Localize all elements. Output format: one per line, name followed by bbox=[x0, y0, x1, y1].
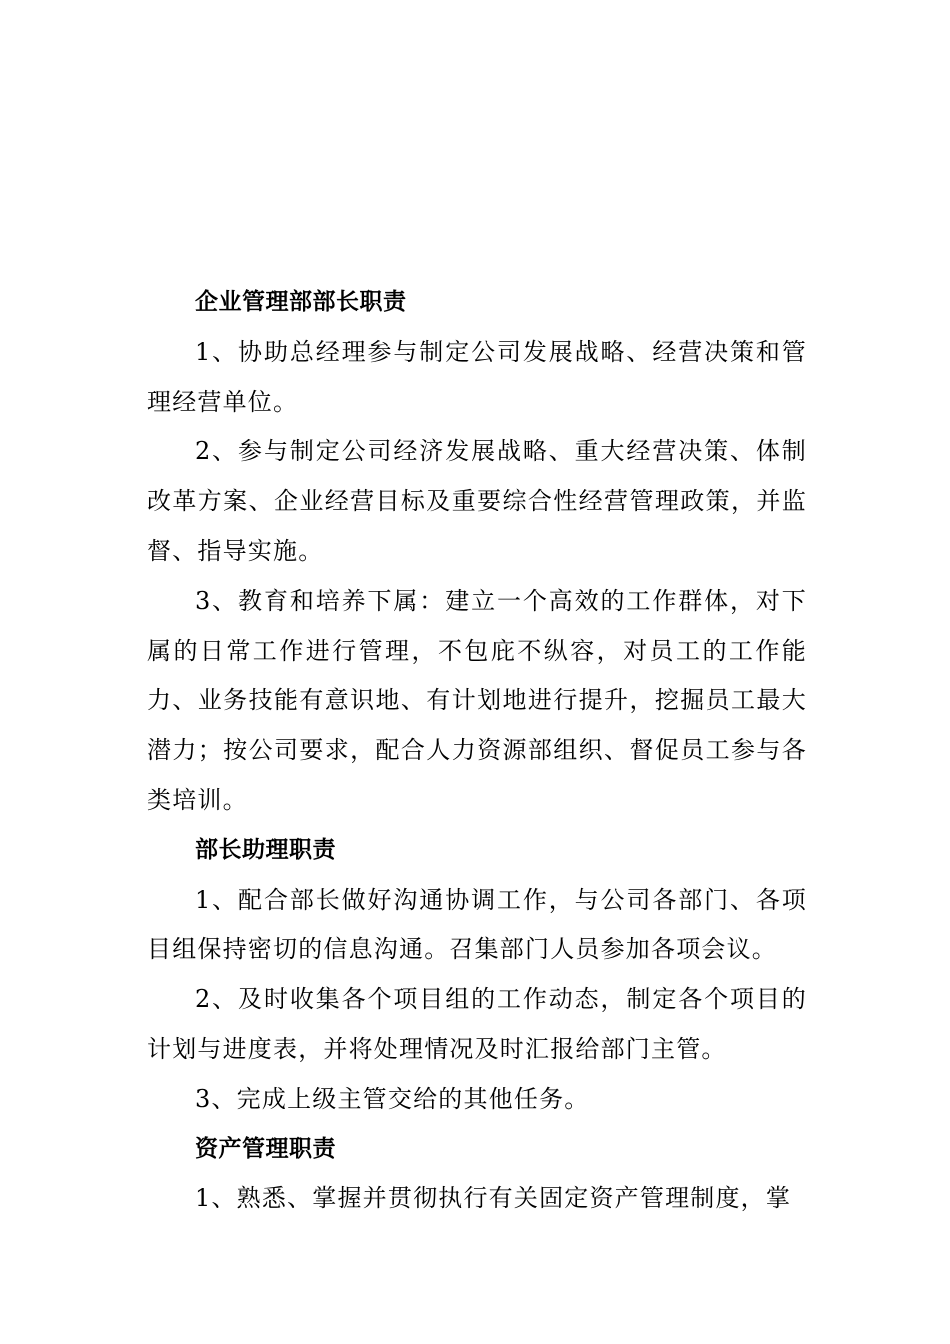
duty-paragraph: 3、完成上级主管交给的其他任务。 bbox=[195, 1084, 590, 1113]
section-heading: 部长助理职责 bbox=[195, 836, 336, 863]
section-heading: 企业管理部部长职责 bbox=[195, 289, 407, 315]
duty-paragraph: 1、熟悉、掌握并贯彻执行有关固定资产管理制度，掌 bbox=[195, 1184, 792, 1213]
duty-paragraph: 2、参与制定公司经济发展战略、重大经营决策、体制改革方案、企业经营目标及重要综合性经营管理政策，并监督、指导实施。 bbox=[147, 437, 807, 565]
duty-paragraph: 1、协助总经理参与制定公司发展战略、经营决策和管理经营单位。 bbox=[147, 337, 807, 416]
duty-paragraph: 3、教育和培养下属：建立一个高效的工作群体，对下属的日常工作进行管理，不包庇不纵容，对员工的工作能力、业务技能有意识地、有计划地进行提升，挖掘员工最大潜力；按公司要求，配合人力资源部组织、督促员工参与各类培训。 bbox=[147, 586, 807, 814]
document-page bbox=[147, 278, 807, 1224]
duty-paragraph: 2、及时收集各个项目组的工作动态，制定各个项目的计划与进度表，并将处理情况及时汇报给部门主管。 bbox=[147, 985, 807, 1063]
duty-paragraph: 1、配合部长做好沟通协调工作，与公司各部门、各项目组保持密切的信息沟通。召集部门人员参加各项会议。 bbox=[147, 885, 807, 964]
section-heading: 资产管理职责 bbox=[195, 1135, 336, 1162]
